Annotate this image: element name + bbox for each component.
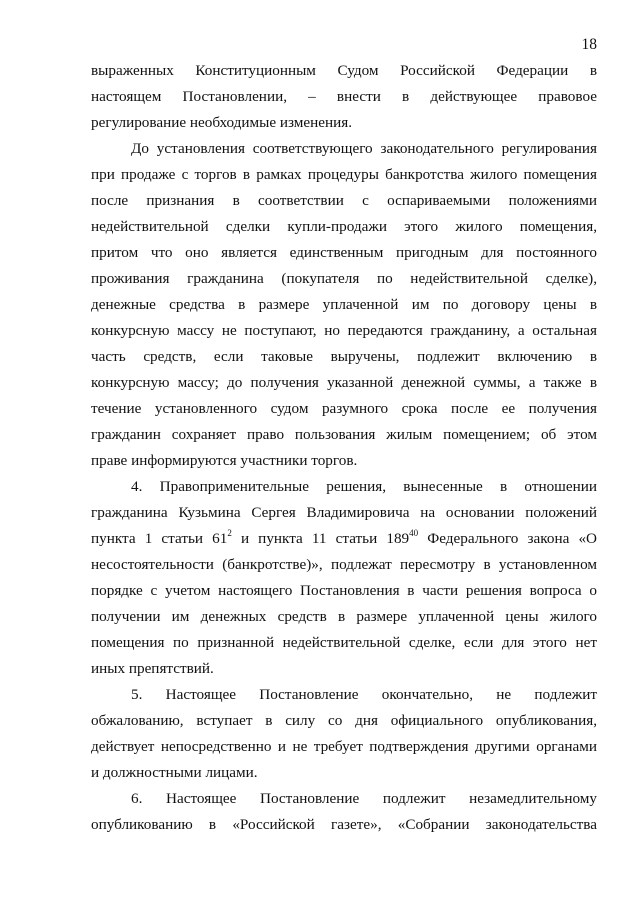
text-line: несостоятельности (банкротстве)», подлежат пересмотру в установленном (91, 556, 597, 573)
text-line: течение установленного судом разумного срока после ее получения (91, 400, 597, 417)
paragraph-3 (91, 474, 597, 682)
text-line: конкурсную массу; до получения указанной денежной суммы, а также в (91, 374, 597, 391)
text-line: иных препятствий. (91, 660, 214, 677)
paragraph-4 (91, 682, 597, 786)
text-line: при продаже с торгов в рамках процедуры банкротства жилого помещения (91, 166, 597, 183)
text-line: 4. Правоприменительные решения, вынесенные в отношении (131, 478, 597, 495)
text-line: 5. Настоящее Постановление окончательно, не подлежит (131, 686, 597, 703)
text-line: конкурсную массу не поступают, но передаются гражданину, а остальная (91, 322, 597, 339)
text-line: часть средств, если таковые выручены, подлежит включению в (91, 348, 597, 365)
text-line: притом что оно является единственным пригодным для постоянного (91, 244, 597, 261)
text-line: выраженных Конституционным Судом Российской Федерации в (91, 62, 597, 79)
text-fragment: пункта 1 статьи 61 (91, 530, 228, 547)
text-line: регулирование необходимые изменения. (91, 114, 353, 131)
text-line: и должностными лицами. (91, 764, 258, 781)
text-line: проживания гражданина (покупателя по недействительной сделке), (91, 270, 597, 287)
paragraph-2 (91, 136, 597, 474)
text-line: помещения по признанной недействительной сделке, если для этого нет (91, 634, 597, 651)
text-line: гражданин сохраняет право пользования жилым помещением; об этом (91, 426, 597, 443)
paragraph-1 (91, 58, 597, 136)
text-line: порядке с учетом настоящего Постановления в части решения вопроса о (91, 582, 597, 599)
page-number: 18 (581, 36, 597, 53)
text-line: 6. Настоящее Постановление подлежит незамедлительному (131, 790, 597, 807)
document-body (91, 58, 597, 838)
text-line: денежные средства в размере уплаченной им по договору цены в (91, 296, 597, 313)
text-line: До установления соответствующего законодательного регулирования (131, 140, 597, 157)
text-line: получении им денежных средств в размере уплаченной цены жилого (91, 608, 597, 625)
text-line: опубликованию в «Российской газете», «Собрании законодательства (91, 816, 597, 833)
superscript: 2 (227, 527, 232, 538)
text-fragment: и пункта 11 статьи 189 (231, 530, 410, 547)
paragraph-5 (91, 786, 597, 838)
text-line: праве информируются участники торгов. (91, 452, 358, 469)
text-line: недействительной сделки купли-продажи этого жилого помещения, (91, 218, 597, 235)
text-line: обжалованию, вступает в силу со дня официального опубликования, (91, 712, 597, 729)
text-line: действует непосредственно и не требует подтверждения другими органами (91, 738, 597, 755)
text-line: настоящем Постановлении, – внести в действующее правовое (91, 88, 597, 105)
text-line: гражданина Кузьмина Сергея Владимировича на основании положений (91, 504, 597, 521)
superscript: 40 (409, 527, 419, 538)
text-line-with-superscripts (91, 526, 597, 552)
text-line: после признания в соответствии с оспариваемыми положениями (91, 192, 597, 209)
text-fragment: Федерального закона «О (418, 530, 598, 547)
